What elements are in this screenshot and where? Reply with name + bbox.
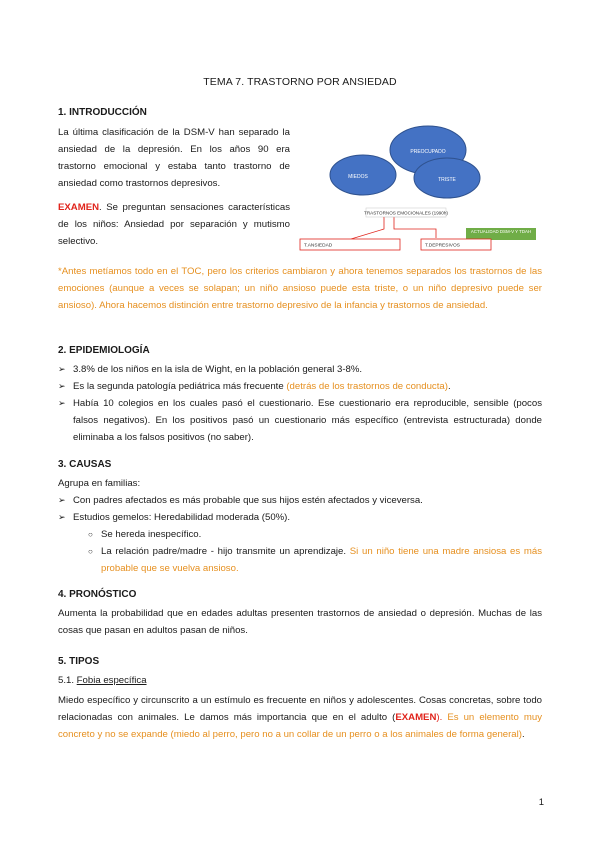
bullet-epi-1: [58, 361, 542, 378]
page-title: TEMA 7. TRASTORNO POR ANSIEDAD: [203, 76, 397, 88]
arrow-bullet-icon: ➢: [58, 398, 66, 408]
heading-pronostico: 4. PRONÓSTICO: [58, 589, 137, 600]
exam-paragraph: [58, 199, 290, 250]
exam-paragraph-text: . Se preguntan sensaciones características de los niños: Ansiedad por separación y mutismo selectivo.: [58, 202, 290, 247]
root-box-label: TRASTORNOS EMOCIONALES (1990h): [364, 210, 448, 216]
arrow-bullet-icon: ➢: [58, 364, 66, 374]
bullet-epi-2-note: (detrás de los trastornos de conducta): [286, 381, 448, 392]
fobia-exam-tag: EXAMEN: [395, 712, 437, 723]
connector-left: [351, 217, 384, 239]
bullet-causas-2-text: Estudios gemelos: Heredabilidad moderada (50%).: [73, 512, 291, 523]
subbullet-2-note: Si un niño tiene una madre ansiosa es más probable que se vuelva ansioso.: [101, 546, 542, 574]
fobia-note: Es un elemento muy concreto y no se expande (miedo al perro, pero no a un collar de un perro o a los animales de forma general): [58, 712, 542, 740]
bullet-epi-1-text: 3.8% de los niños en la isla de Wight, en la población general 3-8%.: [73, 364, 363, 375]
connector-right: [394, 217, 436, 238]
heading-causas: 3. CAUSAS: [58, 459, 112, 470]
fobia-text-a: Miedo específico y circunscrito a un estímulo es frecuente en niños y adolescentes. Cosas concretas, sobre todo relacionadas con animales. Le damos más importancia que en el adulto (: [58, 695, 542, 723]
subbullet-2-text: La relación padre/madre - hijo transmite un aprendizaje.: [101, 546, 350, 557]
fobia-end: .: [521, 729, 525, 740]
emotions-diagram: [296, 124, 546, 264]
subheading-fobia: [58, 672, 147, 689]
bullet-causas-1: [58, 492, 542, 509]
arrow-bullet-icon: ➢: [58, 512, 66, 522]
fobia-text-b: ).: [436, 712, 448, 723]
subheading-title: Fobia específica: [76, 675, 147, 686]
bullet-epi-2-text: Es la segunda patología pediátrica más frecuente: [73, 381, 287, 392]
intro-paragraph: La última clasificación de la DSM-V han separado la ansiedad de la depresión. En los años 90 era trastorno emocional y estaba tanto trastorno de ansiedad como trastornos depresivos.: [58, 127, 290, 189]
label-preocupado: PREOCUPADO: [410, 149, 446, 155]
heading-epidemiologia: 2. EPIDEMIOLOGÍA: [58, 345, 150, 356]
note-paragraph: *Antes metíamos todo en el TOC, pero los criterios cambiaron y ahora tenemos separados los trastornos de las emociones (aunque a veces se solapan; un niño ansioso puede esta triste, o un niño depresivo puede ser ansioso). Ahora hacemos distinción entre trastorno depresivo de la infancia y trastornos de ansiedad.: [58, 266, 542, 311]
label-miedos: MIEDOS: [348, 174, 368, 180]
pronostico-paragraph: Aumenta la probabilidad que en edades adultas presenten trastornos de ansiedad o depresión. Muchas de las cosas que pasan en adultos pasan de niños.: [58, 608, 542, 636]
subheading-number: 5.1.: [58, 675, 77, 686]
subbullet-1-text: Se hereda inespecífico.: [101, 529, 202, 540]
page-number: 1: [538, 797, 544, 808]
box-ansiedad-label: T.ANSIEDAD: [304, 243, 333, 249]
arrow-bullet-icon: ➢: [58, 381, 66, 391]
green-box-label: ACTUALIDAD DSM-V Y TDAH: [470, 229, 532, 234]
diagram-svg: [296, 124, 546, 264]
exam-tag: EXAMEN: [58, 202, 100, 213]
subbullet-1: [88, 526, 542, 543]
bullet-epi-2-end: .: [447, 381, 451, 392]
bullet-causas-1-text: Con padres afectados es más probable que sus hijos estén afectados y viceversa.: [73, 495, 423, 506]
circle-bullet-icon: ○: [88, 547, 93, 556]
box-depresivos-label: T.DEPRESIVOS: [425, 243, 460, 249]
circle-bullet-icon: ○: [88, 530, 93, 539]
subbullet-2: [88, 543, 542, 577]
arrow-bullet-icon: ➢: [58, 495, 66, 505]
bullet-epi-3: [58, 395, 542, 446]
fobia-paragraph: [58, 692, 542, 743]
heading-tipos: 5. TIPOS: [58, 656, 100, 667]
bullet-causas-2: [58, 509, 542, 526]
causas-intro: Agrupa en familias:: [58, 478, 141, 489]
label-triste: TRISTE: [438, 177, 456, 183]
bullet-epi-3-text: Había 10 colegios en los cuales pasó el cuestionario. Ese cuestionario era reproducible, sensible (pocos falsos negativos). En los positivos pasó un cuestionario más específico (entrevista estructurada) donde eliminaba a los falsos positivos (no saber).: [73, 398, 542, 443]
heading-introduccion: 1. INTRODUCCIÓN: [58, 107, 147, 118]
bullet-epi-2: [58, 378, 542, 395]
